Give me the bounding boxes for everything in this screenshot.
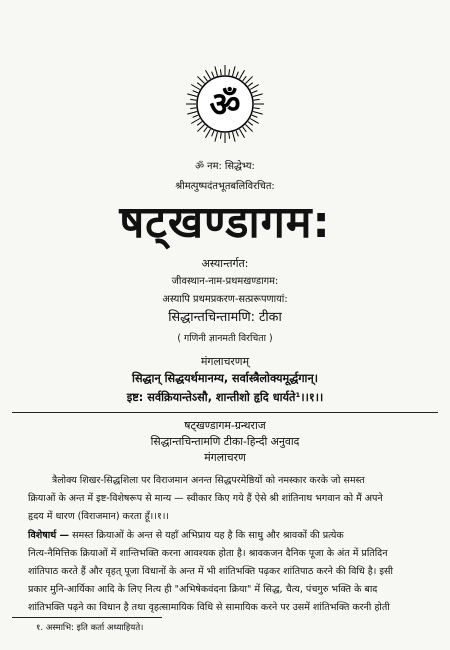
subtitle-line-2: जीवस्थान-नाम-प्रथमखण्डागम: (171, 276, 279, 287)
section-divider (12, 412, 438, 413)
explanation-line-5: शांतिभक्ति पढ़ने का विधान है तथा वृहत्सामायिक विधि से सामायिक करने पर उसमें शांतिभक्ति करनी होती (28, 602, 390, 613)
explanation-line-3: शांतिपाठ करते हैं और वृहत् पूजा विधानों के अन्त में भी शांतिभक्ति पढ़कर शांतिपाठ करने की विधि है। इसी (28, 566, 393, 577)
commentary-author: ( गणिनी ज्ञानमती विरचिता ) (177, 333, 273, 344)
book-title: षट्खण्डागम: (119, 197, 331, 248)
subtitle-line-3: अस्यापि प्रथमप्रकरण-सत्प्ररूपणायां: (162, 294, 288, 305)
footnote: १. अस्माभि: इति कर्ता अध्याहियते। (36, 623, 144, 633)
hindi-heading-3: मंगलाचरण (204, 451, 246, 464)
footnote-divider (12, 617, 162, 618)
explanation-line-2: नित्य-नैमित्तिक क्रियाओं में शान्तिभक्ति करना आवश्यक होता है। श्रावकजन दैनिक पूजा के अंत में प्रतिदिन (28, 548, 388, 559)
explanation-label: विशेषार्थ — (28, 530, 70, 541)
translation-line-2: क्रियाओं के अन्त में इष्ट-विशेषरूप से मान्य — स्वीकार किए गये हैं ऐसे श्री शांतिनाथ भगवान को मैं अपने (28, 493, 383, 504)
explanation-line-4: प्रकार मुनि-आर्यिका आदि के लिए नित्य ही "अभिषेकवंदना क्रिया" में सिद्ध, चैत्य, पंचगुरु भक्ति के बाद (28, 584, 378, 595)
om-emblem (185, 62, 265, 146)
explanation-text: समस्त क्रियाओं के अन्त से यहाँ अभिप्राय यह है कि साधु और श्रावकों की प्रत्येक (69, 530, 344, 541)
explanation-line-1 (28, 528, 344, 541)
svg-text:ॐ: ॐ (209, 85, 241, 125)
hindi-heading-1: षट्खण्डागम-ग्रन्थराज (184, 419, 266, 432)
invocation-line: ॐ नम: सिद्धेभ्य: (195, 161, 255, 172)
hindi-heading-2: सिद्धान्तचिन्तामणि टीका-हिन्दी अनुवाद (150, 435, 300, 448)
verse-line-2: इष्ट: सर्वक्रियान्तेऽसौ, शान्तीशो हृदि धार्यते¹।।१।। (126, 390, 324, 404)
translation-line-1: त्रैलोक्य शिखर-सिद्धशिला पर विराजमान अनन्त सिद्धपरमेष्ठियों को नमस्कार करके जो समस्त (52, 475, 365, 486)
verse-line-1: सिद्धान् सिद्धयर्थमानम्य, सर्वास्त्रैलोक्यमूर्द्धगान्। (132, 371, 318, 385)
authors-line: श्रीमत्पुष्पदंतभूतबलिविरचित: (175, 181, 275, 192)
subtitle-line-1: अस्यान्तर्गत: (201, 257, 249, 270)
translation-line-3: हृदय में धारण (विराजमान) करता हूँ।।१।। (28, 511, 170, 522)
mangala-heading: मंगलाचरणम् (200, 355, 250, 368)
commentary-title: सिद्धान्तचिन्तामणि: टीका (168, 310, 282, 325)
